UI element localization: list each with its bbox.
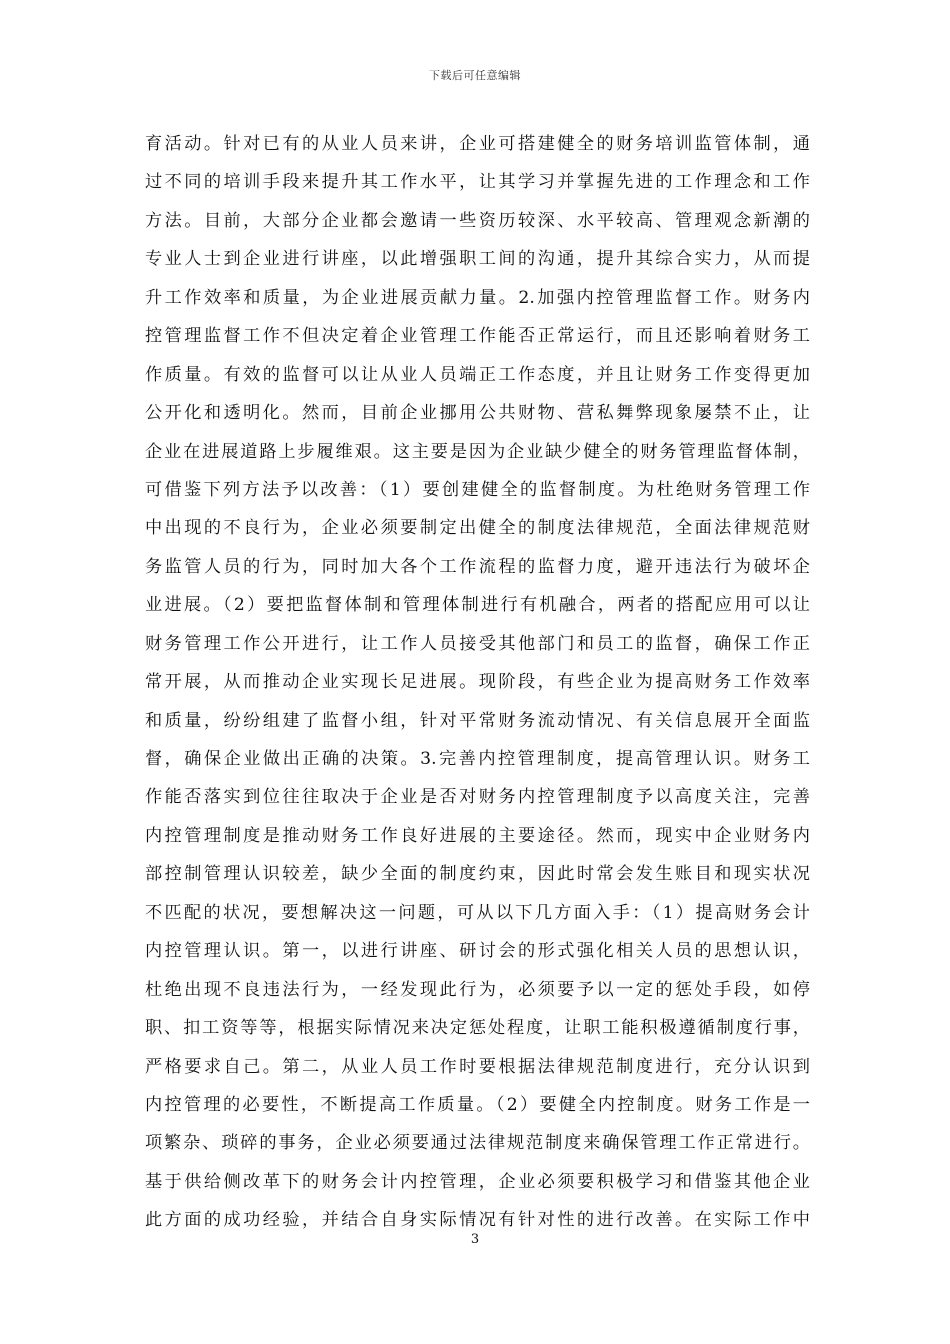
text-line-27: 项繁杂、琐碎的事务，企业必须要通过法律规范制度来确保管理工作正常进行。 (145, 1133, 810, 1154)
text-line-15: 常开展，从而推动企业实现长足进展。现阶段，有些企业为提高财务工作效率 (145, 672, 810, 693)
body-text (145, 125, 810, 1240)
text-line-18: 作能否落实到位往往取决于企业是否对财务内控管理制度予以高度关注，完善 (145, 787, 810, 808)
text-line-17: 督，确保企业做出正确的决策。3.完善内控管理制度，提高管理认识。财务工 (145, 749, 810, 769)
text-line-7: 作质量。有效的监督可以让从业人员端正工作态度，并且让财务工作变得更加 (145, 364, 810, 385)
text-line-16: 和质量，纷纷组建了监督小组，针对平常财务流动情况、有关信息展开全面监 (145, 710, 810, 731)
text-line-9: 企业在进展道路上步履维艰。这主要是因为企业缺少健全的财务管理监督体制， (145, 441, 810, 462)
text-line-28: 基于供给侧改革下的财务会计内控管理，企业必须要积极学习和借鉴其他企业 (145, 1171, 810, 1192)
header-note: 下载后可任意编辑 (429, 69, 521, 82)
text-line-14: 财务管理工作公开进行，让工作人员接受其他部门和员工的监督，确保工作正 (145, 633, 810, 654)
text-line-22: 内控管理认识。第一，以进行讲座、研讨会的形式强化相关人员的思想认识， (145, 941, 810, 962)
text-line-24: 职、扣工资等等，根据实际情况来决定惩处程度，让职工能积极遵循制度行事， (145, 1018, 810, 1039)
text-line-4: 专业人士到企业进行讲座，以此增强职工间的沟通，提升其综合实力，从而提 (145, 249, 810, 270)
page-number: 3 (470, 1232, 480, 1247)
text-line-6: 控管理监督工作不但决定着企业管理工作能否正常运行，而且还影响着财务工 (145, 326, 810, 347)
text-line-3: 方法。目前，大部分企业都会邀请一些资历较深、水平较高、管理观念新潮的 (145, 210, 810, 231)
text-line-19: 内控管理制度是推动财务工作良好进展的主要途径。然而，现实中企业财务内 (145, 825, 810, 846)
text-line-12: 务监管人员的行为，同时加大各个工作流程的监督力度，避开违法行为破坏企 (145, 556, 810, 577)
text-line-23: 杜绝出现不良违法行为，一经发现此行为，必须要予以一定的惩处手段，如停 (145, 979, 810, 1000)
text-line-29: 此方面的成功经验，并结合自身实际情况有针对性的进行改善。在实际工作中 (145, 1210, 810, 1231)
text-line-13: 业进展。（2）要把监督体制和管理体制进行有机融合，两者的搭配应用可以让 (145, 595, 810, 616)
text-line-8: 公开化和透明化。然而，目前企业挪用公共财物、营私舞弊现象屡禁不止，让 (145, 403, 810, 424)
text-line-21: 不匹配的状况，要想解决这一问题，可从以下几方面入手：（1）提高财务会计 (145, 902, 810, 923)
text-line-20: 部控制管理认识较差，缺少全面的制度约束，因此时常会发生账目和现实状况 (145, 864, 810, 885)
text-line-11: 中出现的不良行为，企业必须要制定出健全的制度法律规范，全面法律规范财 (145, 518, 810, 539)
text-line-5: 升工作效率和质量，为企业进展贡献力量。2.加强内控管理监督工作。财务内 (145, 287, 810, 308)
text-line-25: 严格要求自己。第二，从业人员工作时要根据法律规范制度进行，充分认识到 (145, 1056, 810, 1077)
text-line-26: 内控管理的必要性，不断提高工作质量。（2）要健全内控制度。财务工作是一 (145, 1094, 810, 1115)
text-line-1: 育活动。针对已有的从业人员来讲，企业可搭建健全的财务培训监管体制，通 (145, 134, 810, 154)
text-line-2: 过不同的培训手段来提升其工作水平，让其学习并掌握先进的工作理念和工作 (145, 172, 810, 193)
text-line-10: 可借鉴下列方法予以改善：（1）要创建健全的监督制度。为杜绝财务管理工作 (145, 479, 810, 500)
